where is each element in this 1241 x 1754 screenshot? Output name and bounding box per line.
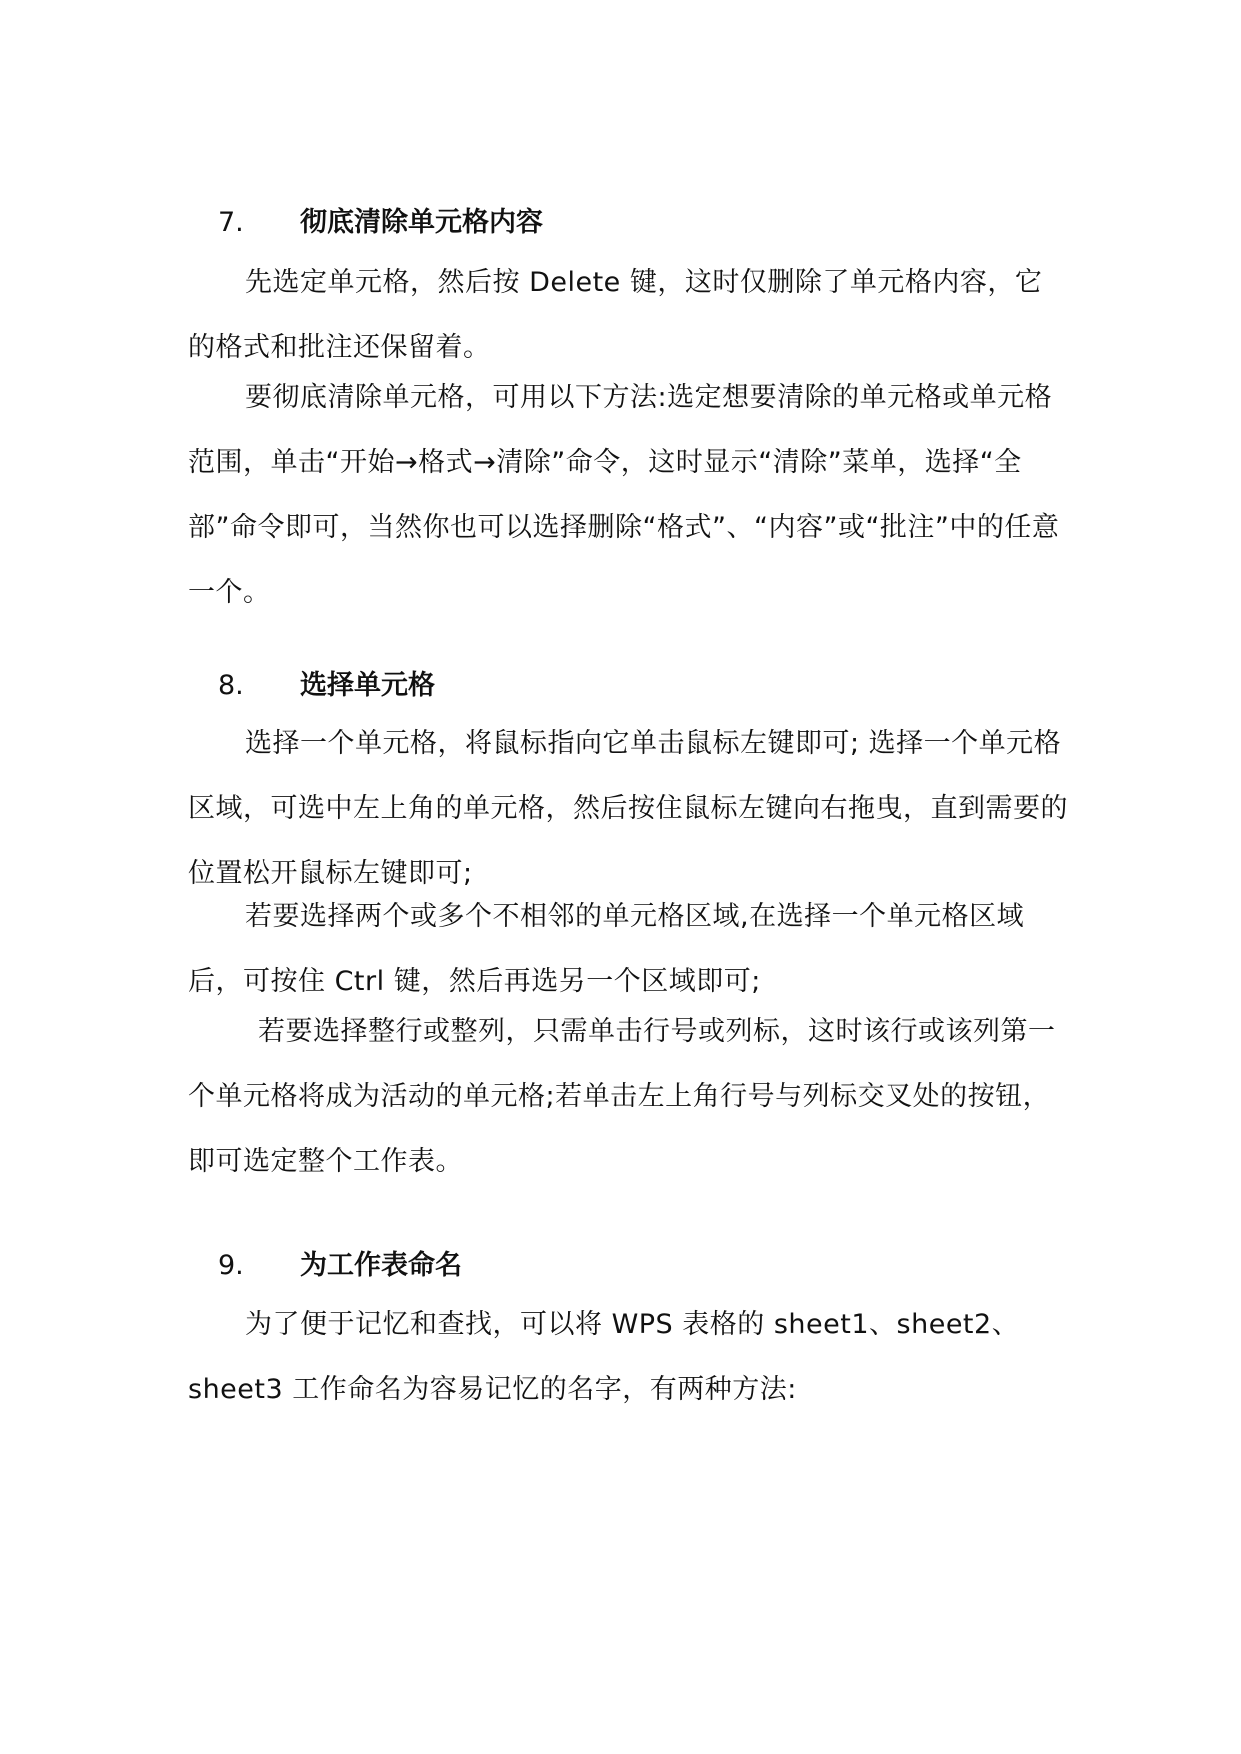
section-7-paragraph-2: 要彻底清除单元格，可用以下方法:选定想要清除的单元格或单元格范围，单击“开始→格式→清除”命令，这时显示“清除”菜单，选择“全部”命令即可，当然你也可以选择删除“格式”、“内容”或“批注”中的任意一个。 (188, 382, 1060, 608)
section-title: 为工作表命名 (300, 1250, 462, 1281)
section-number: 9. (218, 1250, 244, 1281)
section-title: 彻底清除单元格内容 (300, 207, 543, 238)
section-8-heading (218, 666, 435, 706)
section-number: 7. (218, 207, 244, 238)
section-9-paragraph-1: 为了便于记忆和查找，可以将 WPS 表格的 sheet1、sheet2、sheet3 工作命名为容易记忆的名字，有两种方法: (188, 1309, 1020, 1405)
section-8-paragraph-2: 若要选择两个或多个不相邻的单元格区域,在选择一个单元格区域后，可按住 Ctrl 键，然后再选另一个区域即可; (188, 901, 1025, 997)
section-8-paragraph-1: 选择一个单元格，将鼠标指向它单击鼠标左键即可; 选择一个单元格区域，可选中左上角的单元格，然后按住鼠标左键向右拖曳，直到需要的位置松开鼠标左键即可; (188, 728, 1068, 889)
section-7-heading (218, 203, 543, 243)
section-9-heading (218, 1246, 462, 1286)
section-number: 8. (218, 670, 244, 701)
section-title: 选择单元格 (300, 670, 435, 701)
section-7-paragraph-1: 先选定单元格，然后按 Delete 键，这时仅删除了单元格内容，它的格式和批注还保留着。 (188, 267, 1043, 363)
section-8-paragraph-3: 若要选择整行或整列，只需单击行号或列标，这时该行或该列第一个单元格将成为活动的单元格;若单击左上角行号与列标交叉处的按钮，即可选定整个工作表。 (188, 1016, 1056, 1177)
